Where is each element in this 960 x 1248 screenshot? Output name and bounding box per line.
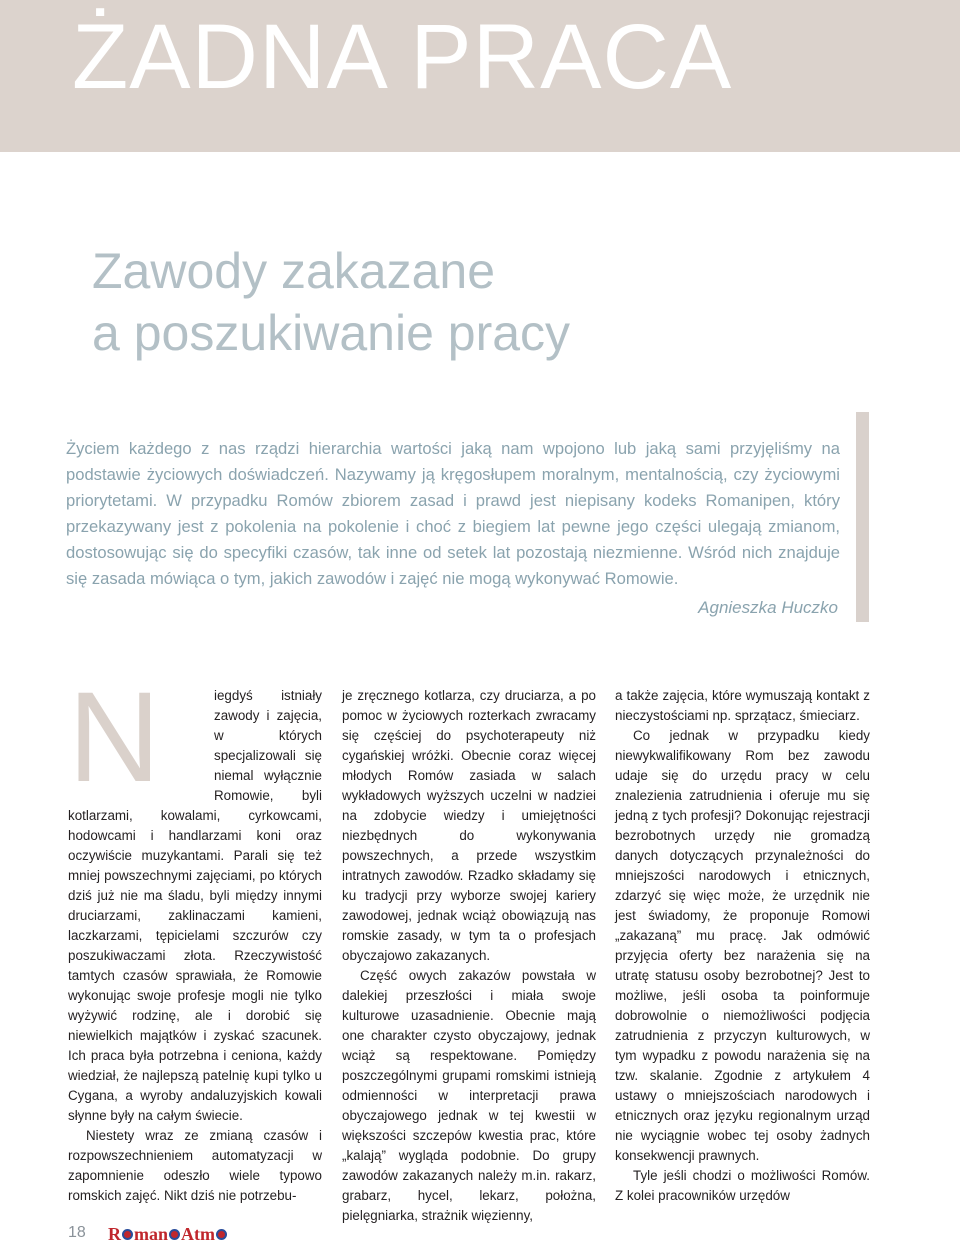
page-number: 18 [68,1224,86,1241]
article-lead: Życiem każdego z nas rządzi hierarchia wartości jaką nam wpojono lub jaką sami przyjęliśmy na podstawie życiowych doświadczeń. Nazywamy ją kręgosłupem moralnym, mentalnością, czy życiowymi priorytetami. W przypadku Romów zbiorem zasad i prawd jest niepisany kodeks Romanipen, który przekazywany jest z pokolenia na pokolenie i choć z biegiem lat pewne jego części ulegają zmianom, dostosowując się do specyfiki czasów, tak inne od setek lat pozostają niezmienne. Wśród nich znajduje się zasada mówiąca o tym, jakich zawodów i zajęć nie mogą wykonywać Romowie. [66,439,840,588]
logo-text-part: man [134,1224,169,1244]
logo-o-mark-icon [216,1229,227,1240]
article-title-line-1: Zawody zakazane [92,243,496,299]
article-author: Agnieszka Huczko [698,598,838,617]
article-title-line-2: a poszukiwanie pracy [92,305,571,361]
logo-o-mark-icon [169,1229,180,1240]
body-paragraph: Tyle jeśli chodzi o możliwości Romów. Z kolei pracowników urzędów [615,1168,870,1203]
decorative-side-bar [856,412,869,622]
body-paragraph: je zręcznego kotlarza, czy druciarza, a po pomoc w życiowych rozterkach zwracamy się częściej do psychoterapeuty niż cygańskiej wróżki. Obecnie coraz więcej młodych Romów zasiada w salach wykładowych wyższych uczelni w nadziei na zdobycie wiedzy i umiejętności niezbędnych do wykonywania powszechnych, a przede wszystkim intratnych zawodów. Rzadko składamy się ku tradycji przy wyborze swojej kariery zawodowej, jednak wciąż obowiązują nas romskie zasady, w tym ta o profesjach obyczajowo zakazanych. [342,688,596,963]
logo-text-part: Atm [181,1224,216,1244]
body-paragraph: Co jednak w przypadku kiedy niewykwalifikowany Rom bez zawodu udaje się do urzędu pracy w celu znalezienia zatrudnienia i oferuje mu się jedną z tych profesji? Dokonując rejestracji bezrobotnych urzędy nie gromadzą danych dotyczących przynależności do mniejszości narodowych i etnicznych, zdarzyć się więc może, że urzędnik nie jest świadomy, że proponuje Romowi „zakazaną” mu pracę. Jak odmówić przyjęcia oferty bez narażenia się na utratę statusu osoby bezrobotnej? Jest to możliwe, jeśli osoba ta poinformuje dobrowolnie o niemożliwości podjęcia zatrudnienia z przyczyn kulturowych, w tym wypadku z powodu narażenia się na tzw. skalanie. Zgodnie z artykułem 4 ustawy o mniejszościach narodowych i etnicznych oraz języku regionalnym urząd nie wyciągnie wobec tej osoby żadnych konsekwencji prawnych. [615,728,870,1163]
body-paragraph: Część owych zakazów powstała w dalekiej przeszłości i miała swoje kulturowe uzasadnienie. Obecnie mają one charakter czysto obyczajowy, jednak wciąż są respektowane. Pomiędzy poszczególnymi grupami romskimi istnieją odmienności w interpretacji prawa obyczajowego jednak w tej kwestii w większości szczepów kwestia prac, które „kalają” wygląda podobnie. Do grupy zawodów zakazanych należy m.in. rakarz, grabarz, hycel, lekarz, położna, pielęgniarka, strażnik więzienny, [342,968,596,1223]
body-column-2 [342,686,596,1226]
body-paragraph: iegdyś istniały zawody i zajęcia, w których specjalizowali się niemal wyłącznie Romowie, byli kotlarzami, kowalami, cyrkowcami, hodowcami i handlarzami koni oraz oczywiście muzykantami. Parali się też mniej powszechnymi zajęciami, po których dziś już nie ma śladu, byli między innymi druciarzami, zaklinaczami kamieni, laczkarzami, tępicielami szczurów czy poszukiwaczami złota. Rzeczywistość tamtych czasów sprawiała, że Romowie wykonując swoje profesje mogli nie tylko wyżywić rodzinę, ale i dorobić się niewielkich majątków i zyskać szacunek. Ich praca była potrzebna i ceniona, każdy wiedział, że najlepszą patelnię kupi tylko u Cygana, a wyroby andaluzyjskich kowali słynne były na całym świecie. [68,688,322,1123]
body-paragraph: a także zajęcia, które wymuszają kontakt z nieczystościami np. sprzątacz, śmieciarz. [615,688,870,723]
drop-cap: N [68,666,161,809]
body-column-1 [68,666,322,1206]
logo-text-part: R [108,1224,121,1244]
section-title: ŻADNA PRACA [72,6,733,108]
body-column-3 [615,686,870,1206]
romano-atmo-logo [108,1224,227,1245]
section-header-band [0,0,960,152]
body-paragraph: Niestety wraz ze zmianą czasów i rozpowszechnieniem automatyzacji w zapomnienie odeszło wiele typowo romskich zajęć. Nikt dziś nie potrzebu- [68,1128,322,1203]
logo-o-mark-icon [122,1229,133,1240]
article-title [92,240,570,364]
